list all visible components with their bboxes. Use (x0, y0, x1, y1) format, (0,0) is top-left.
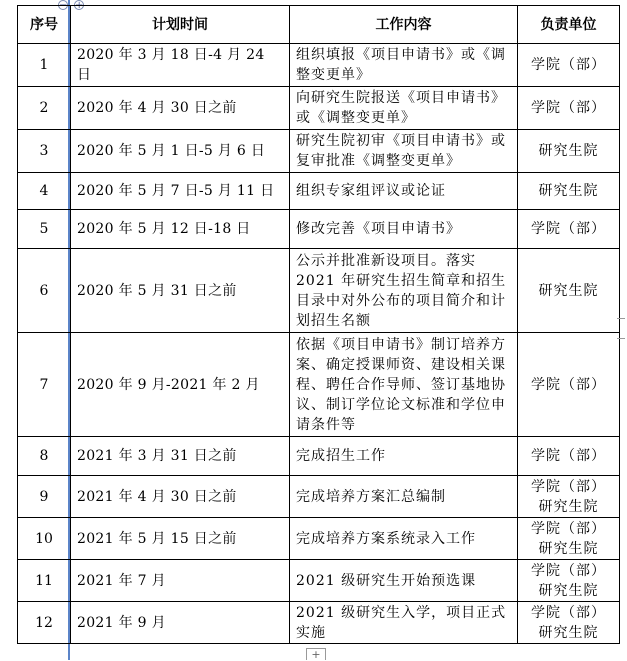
cell-unit[interactable]: 研究生院 (518, 249, 620, 333)
cell-time[interactable]: 2021 年 5 月 15 日之前 (71, 518, 290, 560)
cell-time[interactable]: 2020 年 9 月-2021 年 2 月 (71, 333, 290, 437)
table-row (18, 560, 620, 602)
cell-serial[interactable]: 5 (18, 210, 71, 249)
table-row (18, 333, 620, 437)
cell-time[interactable]: 2020 年 4 月 30 日之前 (71, 87, 290, 130)
work-plan-table (17, 5, 620, 644)
cell-unit[interactable]: 学院（部）研究生院 (518, 476, 620, 518)
cell-time[interactable]: 2021 年 9 月 (71, 602, 290, 644)
cell-serial[interactable]: 8 (18, 437, 71, 476)
cell-serial[interactable]: 3 (18, 130, 71, 173)
cell-content[interactable]: 2021 级研究生入学，项目正式实施 (290, 602, 518, 644)
table-row (18, 518, 620, 560)
table-row (18, 602, 620, 644)
cell-content[interactable]: 依据《项目申请书》制订培养方案、确定授课师资、建设相关课程、聘任合作导师、签订基地协议、制订学位论文标准和学位申请条件等 (290, 333, 518, 437)
cell-serial[interactable]: 1 (18, 44, 71, 87)
table-resize-handle[interactable]: + (306, 648, 326, 660)
cell-serial[interactable]: 9 (18, 476, 71, 518)
header-responsible-unit: 负责单位 (518, 6, 620, 44)
table-row (18, 210, 620, 249)
cell-serial[interactable]: 7 (18, 333, 71, 437)
cell-unit[interactable]: 学院（部） (518, 87, 620, 130)
table-header-row (18, 6, 620, 44)
cell-content[interactable]: 向研究生院报送《项目申请书》或《调整变更单》 (290, 87, 518, 130)
cell-unit[interactable]: 学院（部） (518, 210, 620, 249)
cell-unit[interactable]: 学院（部）研究生院 (518, 602, 620, 644)
cell-serial[interactable]: 12 (18, 602, 71, 644)
table-row (18, 476, 620, 518)
cell-time[interactable]: 2020 年 5 月 12 日-18 日 (71, 210, 290, 249)
table-row (18, 44, 620, 87)
cell-unit[interactable]: 学院（部） (518, 333, 620, 437)
header-work-content: 工作内容 (290, 6, 518, 44)
header-serial: 序号 (18, 6, 71, 44)
cell-time[interactable]: 2020 年 3 月 18 日-4 月 24 日 (71, 44, 290, 87)
table-move-handle-minus[interactable]: − (59, 0, 68, 11)
cell-unit[interactable]: 研究生院 (518, 130, 620, 173)
table-row (18, 87, 620, 130)
cell-time[interactable]: 2020 年 5 月 1 日-5 月 6 日 (71, 130, 290, 173)
right-margin-marker (617, 318, 625, 319)
cell-content[interactable]: 组织填报《项目申请书》或《调整变更单》 (290, 44, 518, 87)
table-row (18, 437, 620, 476)
table-move-handle-plus[interactable]: + (75, 0, 84, 11)
cell-content[interactable]: 2021 级研究生开始预选课 (290, 560, 518, 602)
cell-content[interactable]: 完成培养方案汇总编制 (290, 476, 518, 518)
cell-unit[interactable]: 学院（部）研究生院 (518, 560, 620, 602)
header-plan-time: 计划时间 (71, 6, 290, 44)
cell-serial[interactable]: 11 (18, 560, 71, 602)
cell-unit[interactable]: 学院（部） (518, 44, 620, 87)
cell-content[interactable]: 修改完善《项目申请书》 (290, 210, 518, 249)
table-row (18, 130, 620, 173)
cell-time[interactable]: 2021 年 7 月 (71, 560, 290, 602)
cell-serial[interactable]: 10 (18, 518, 71, 560)
cell-unit[interactable]: 学院（部） (518, 437, 620, 476)
table-row (18, 173, 620, 210)
table-row (18, 249, 620, 333)
cell-content[interactable]: 完成培养方案系统录入工作 (290, 518, 518, 560)
cell-time[interactable]: 2020 年 5 月 31 日之前 (71, 249, 290, 333)
cell-content[interactable]: 组织专家组评议或论证 (290, 173, 518, 210)
cell-serial[interactable]: 6 (18, 249, 71, 333)
cell-time[interactable]: 2020 年 5 月 7 日-5 月 11 日 (71, 173, 290, 210)
cell-serial[interactable]: 2 (18, 87, 71, 130)
cell-unit[interactable]: 学院（部）研究生院 (518, 518, 620, 560)
cell-content[interactable]: 公示并批准新设项目。落实2021 年研究生招生简章和招生目录中对外公布的项目简介和计划招生名额 (290, 249, 518, 333)
cell-time[interactable]: 2021 年 3 月 31 日之前 (71, 437, 290, 476)
cell-content[interactable]: 研究生院初审《项目申请书》或复审批准《调整变更单》 (290, 130, 518, 173)
cell-serial[interactable]: 4 (18, 173, 71, 210)
cell-time[interactable]: 2021 年 4 月 30 日之前 (71, 476, 290, 518)
cell-content[interactable]: 完成招生工作 (290, 437, 518, 476)
cell-unit[interactable]: 研究生院 (518, 173, 620, 210)
right-margin-marker (617, 338, 625, 339)
